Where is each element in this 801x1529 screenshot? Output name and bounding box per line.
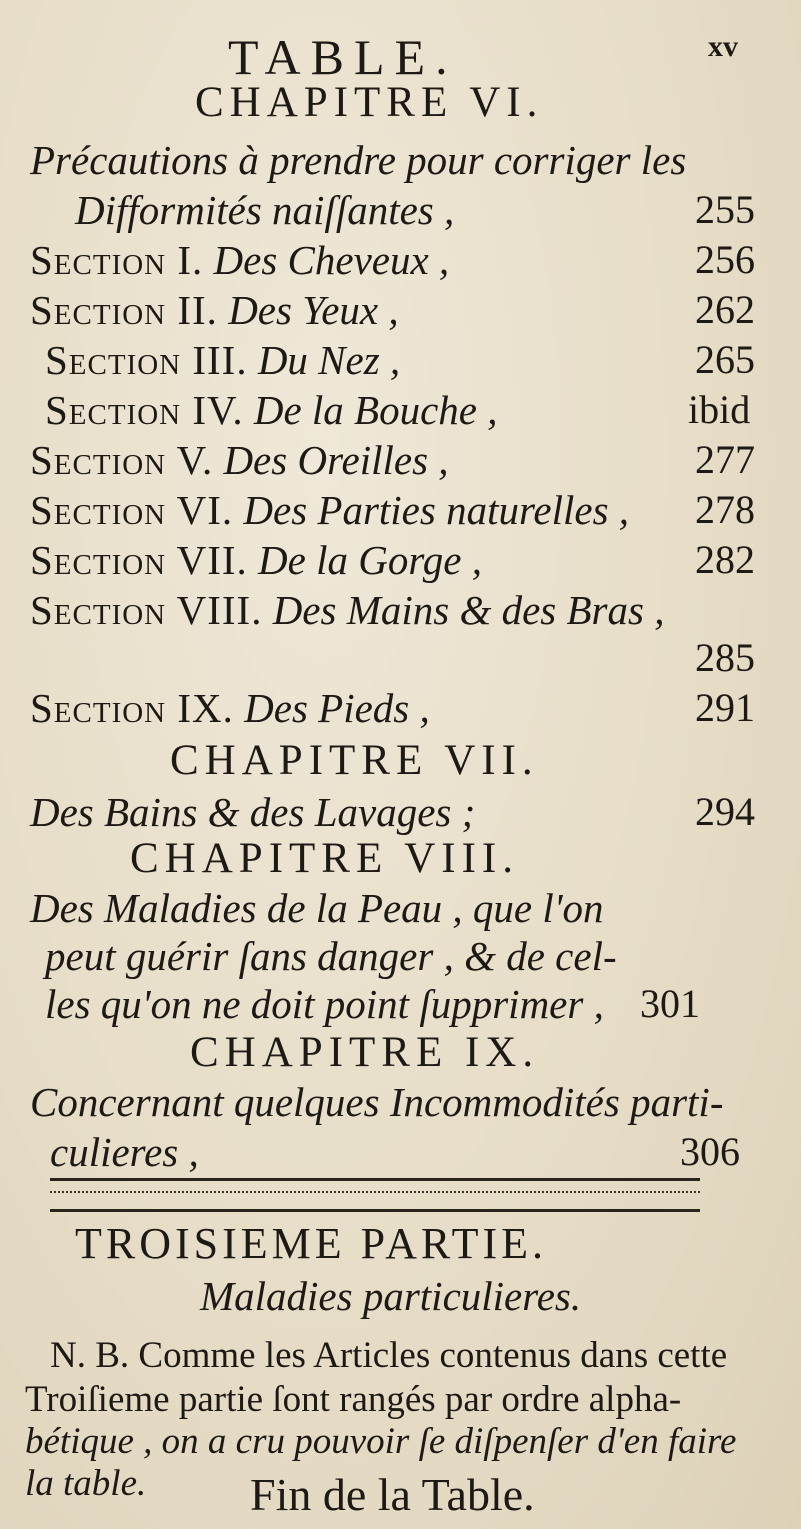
chapter-9-line2: culieres , (50, 1129, 199, 1175)
section-title: De la Bouche , (253, 387, 498, 433)
chapter-6-heading: CHAPITRE VI. (195, 79, 544, 126)
section-entry (30, 236, 449, 284)
section-title: Du Nez , (257, 337, 401, 383)
note-line4: la table. (25, 1463, 147, 1504)
section-label: Section IV. (45, 387, 244, 433)
section-entry (30, 586, 664, 634)
chapter-8-line2: peut guérir ſans danger , & de cel- (45, 933, 617, 979)
chapter-9-page: 306 (680, 1129, 740, 1174)
chapter-8-heading: CHAPITRE VIII. (130, 835, 519, 882)
section-title: Des Parties naturelles , (243, 487, 630, 533)
section-label: Section I. (30, 237, 204, 283)
section-label: Section VI. (30, 487, 234, 533)
note-line1: N. B. Comme les Articles contenus dans cette (50, 1335, 728, 1376)
section-page: ibid (688, 387, 751, 432)
section-page: 262 (695, 287, 755, 332)
chapter-7-page: 294 (695, 789, 755, 834)
chapter-8-line3: les qu'on ne doit point ſupprimer , (45, 981, 604, 1027)
part-3-subtitle: Maladies particulieres. (200, 1273, 582, 1319)
chapter-6-intro-line1: Précautions à prendre pour corriger les (30, 137, 687, 183)
running-head-title: TABLE. (228, 29, 458, 85)
chapter-8-line1: Des Maladies de la Peau , que l'on (30, 885, 604, 931)
part-3-heading: TROISIEME PARTIE. (75, 1219, 547, 1268)
section-title: Des Mains & des Bras , (272, 587, 665, 633)
section-entry (30, 684, 430, 732)
ornamental-rule (50, 1178, 700, 1212)
section-entry (45, 336, 400, 384)
section-title: De la Gorge , (258, 537, 482, 583)
section-page: 285 (695, 635, 755, 680)
section-label: Section III. (45, 337, 248, 383)
note-line3: bétique , on a cru pouvoir ſe diſpenſer d'en faire (25, 1421, 737, 1462)
folio-number: xv (708, 30, 738, 63)
section-label: Section VIII. (30, 587, 263, 633)
section-label: Section VII. (30, 537, 248, 583)
section-title: Des Cheveux , (213, 237, 450, 283)
section-page: 265 (695, 337, 755, 382)
section-entry (30, 436, 449, 484)
note-line2: Troiſieme partie ſont rangés par ordre alpha- (25, 1379, 682, 1420)
chapter-9-heading: CHAPITRE IX. (190, 1029, 540, 1076)
section-label: Section II. (30, 287, 218, 333)
section-entry (30, 536, 482, 584)
section-entry (30, 286, 399, 334)
chapter-9-line1: Concernant quelques Incommodités parti- (30, 1079, 724, 1125)
section-page: 278 (695, 487, 755, 532)
section-page: 277 (695, 437, 755, 482)
section-entry (45, 386, 497, 434)
section-entry (30, 486, 629, 534)
section-page: 256 (695, 237, 755, 282)
section-label: Section V. (30, 437, 214, 483)
end-of-table: Fin de la Table. (250, 1469, 535, 1520)
section-page: 282 (695, 537, 755, 582)
chapter-6-intro-line2: Difformités naiſſantes , (75, 187, 455, 233)
section-label: Section IX. (30, 685, 234, 731)
chapter-6-intro-page: 255 (695, 187, 755, 232)
chapter-7-heading: CHAPITRE VII. (170, 737, 539, 784)
section-title: Des Oreilles , (223, 437, 449, 483)
section-page: 291 (695, 685, 755, 730)
chapter-7-line: Des Bains & des Lavages ; (30, 789, 476, 835)
chapter-8-page: 301 (640, 981, 700, 1026)
section-title: Des Yeux , (228, 287, 399, 333)
section-title: Des Pieds , (244, 685, 430, 731)
